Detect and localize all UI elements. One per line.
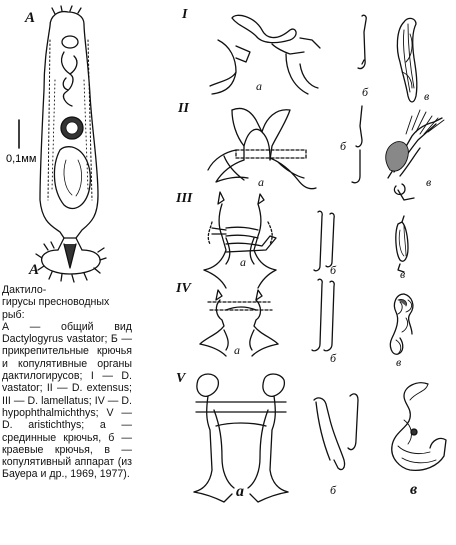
roman-V: V (176, 371, 186, 386)
row-II-copulatory (386, 110, 444, 200)
caption-title-line2: гирусы пресноводных (2, 296, 110, 309)
label-a-row4: а (234, 343, 240, 357)
label-v-row4: в (396, 355, 402, 369)
roman-II: II (178, 101, 189, 116)
row-II-marginal-hooks (352, 106, 362, 183)
caption-title-line3: рыб: (2, 308, 25, 321)
label-b-row1: б (362, 85, 369, 99)
label-v-row1: в (424, 89, 430, 103)
scale-label: 0,1мм (6, 153, 37, 165)
label-v-row5: в (410, 481, 418, 498)
label-b-row3: б (330, 263, 337, 277)
worm-drawing (36, 6, 106, 282)
roman-III: III (176, 191, 193, 206)
label-b-row2: б (340, 139, 347, 153)
caption-body: А — общий вид Dactylogyrus vastator; Б — прикрепительные крючья и копулятивные органы дактилогирусов; I — D. vastator; II — D. extensus; III — D. lamellatus; IV — D. hypophthalmichthys; V — D. aristichthys; а — срединные крючья, б — краевые крючья, в — копулятивный аппарат (из Бауера и др., 1969, 1977). (2, 320, 132, 481)
row-III-marginal-hooks (314, 211, 334, 271)
row-I-marginal-hook (358, 15, 366, 68)
row-III-median-hooks (204, 192, 276, 288)
label-a-row2: а (258, 175, 264, 189)
label-a-row5: а (236, 483, 244, 500)
letter-A-top: А (25, 10, 36, 26)
label-v-row2: в (426, 175, 432, 189)
caption-title-line1: Дактило- (2, 284, 47, 296)
label-v-row3: в (400, 267, 406, 281)
label-a-row1: а (256, 79, 262, 93)
row-I-copulatory (397, 18, 416, 102)
row-IV-marginal-hooks (312, 279, 334, 351)
row-III-copulatory (396, 216, 408, 272)
letter-A-bottom: А (29, 262, 40, 278)
roman-IV: IV (176, 281, 191, 296)
label-b-row5: б (330, 483, 337, 497)
row-I-median-hooks (210, 15, 320, 94)
figure-caption (2, 284, 132, 481)
row-IV-copulatory (390, 294, 412, 354)
label-a-row3: а (240, 255, 246, 269)
label-b-row4: б (330, 351, 337, 365)
row-V-marginal-hooks (314, 394, 358, 470)
roman-I: I (182, 7, 188, 22)
row-V-copulatory (392, 383, 446, 471)
